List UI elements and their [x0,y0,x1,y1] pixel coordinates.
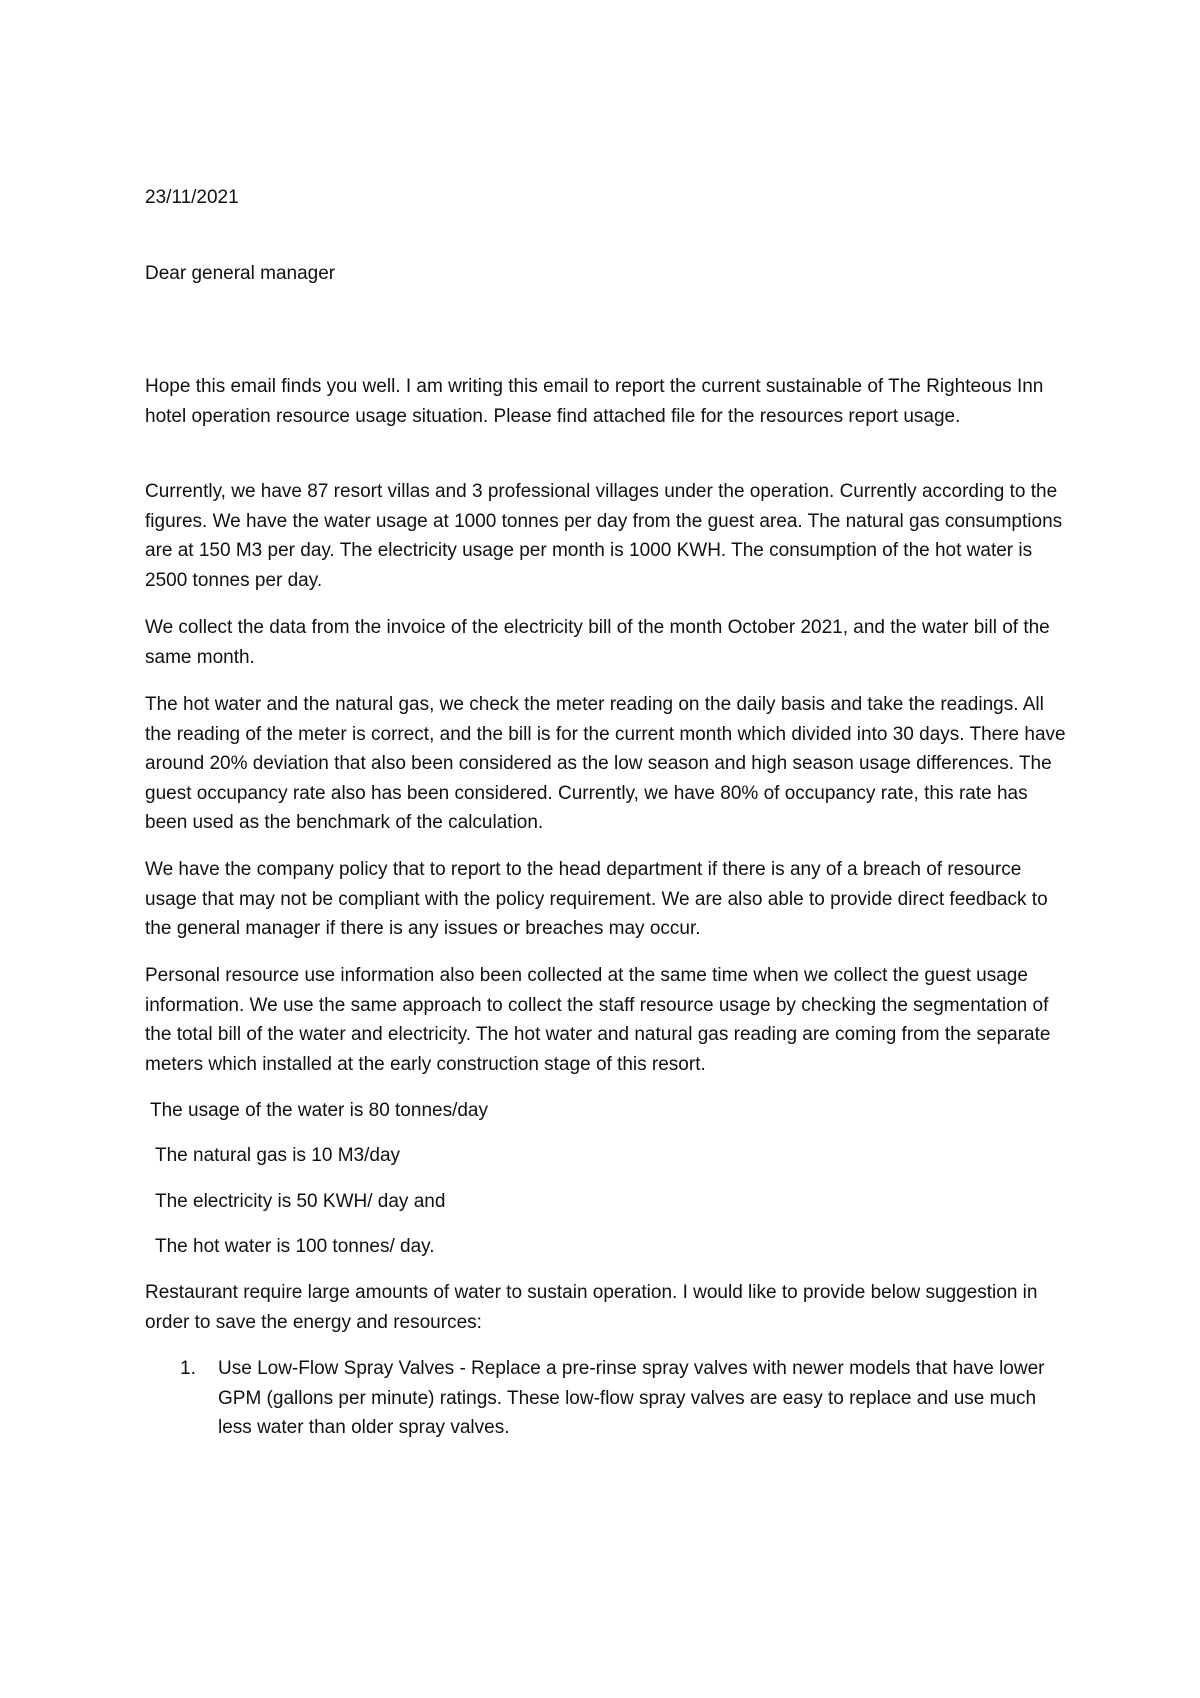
suggestion-number: 1. [180,1358,196,1379]
paragraph-current-usage: Currently, we have 87 resort villas and 3 professional villages under the operation. Currently according to the figures. We have the water usage at 1000 tonnes per day from the guest area. The natural gas consumptions are at 150 M3 per day. The electricity usage per month is 1000 KWH. The consumption of the hot water is 2500 tonnes per day. [145,481,1063,591]
staff-usage-electricity: The electricity is 50 KWH/ day and [155,1191,446,1212]
suggestion-text: Use Low-Flow Spray Valves - Replace a pre-rinse spray valves with newer models that have lower GPM (gallons per minute) ratings. These low-flow spray valves are easy to replace and use much less water than older spray valves. [218,1358,1045,1438]
paragraph-introduction: Hope this email finds you well. I am writing this email to report the current sustainable of The Righteous Inn hotel operation resource usage situation. Please find attached file for the resources report usage. [145,376,1044,427]
paragraph-data-source: We collect the data from the invoice of the electricity bill of the month October 2021, and the water bill of the same month. [145,617,1050,668]
staff-usage-natural-gas: The natural gas is 10 M3/day [155,1145,401,1166]
letter-salutation: Dear general manager [145,263,336,284]
suggestion-list-item [180,1354,1070,1443]
letter-date: 23/11/2021 [145,187,239,208]
paragraph-staff-usage: Personal resource use information also been collected at the same time when we collect the guest usage information. We use the same approach to collect the staff resource usage by checking the segmentation of the total bill of the water and electricity. The hot water and natural gas reading are coming from the separate meters which installed at the early construction stage of this resort. [145,965,1051,1075]
staff-usage-water: The usage of the water is 80 tonnes/day [150,1100,488,1121]
paragraph-company-policy: We have the company policy that to report to the head department if there is any of a breach of resource usage that may not be compliant with the policy requirement. We are also able to provide direct feedback to the general manager if there is any issues or breaches may occur. [145,859,1048,939]
paragraph-meter-readings: The hot water and the natural gas, we check the meter reading on the daily basis and take the readings. All the reading of the meter is correct, and the bill is for the current month which divided into 30 days. There have around 20% deviation that also been considered as the low season and high season usage differences. The guest occupancy rate also has been considered. Currently, we have 80% of occupancy rate, this rate has been used as the benchmark of the calculation. [145,694,1066,833]
paragraph-suggestion-intro: Restaurant require large amounts of water to sustain operation. I would like to provide below suggestion in order to save the energy and resources: [145,1282,1038,1333]
staff-usage-hot-water: The hot water is 100 tonnes/ day. [155,1236,435,1257]
